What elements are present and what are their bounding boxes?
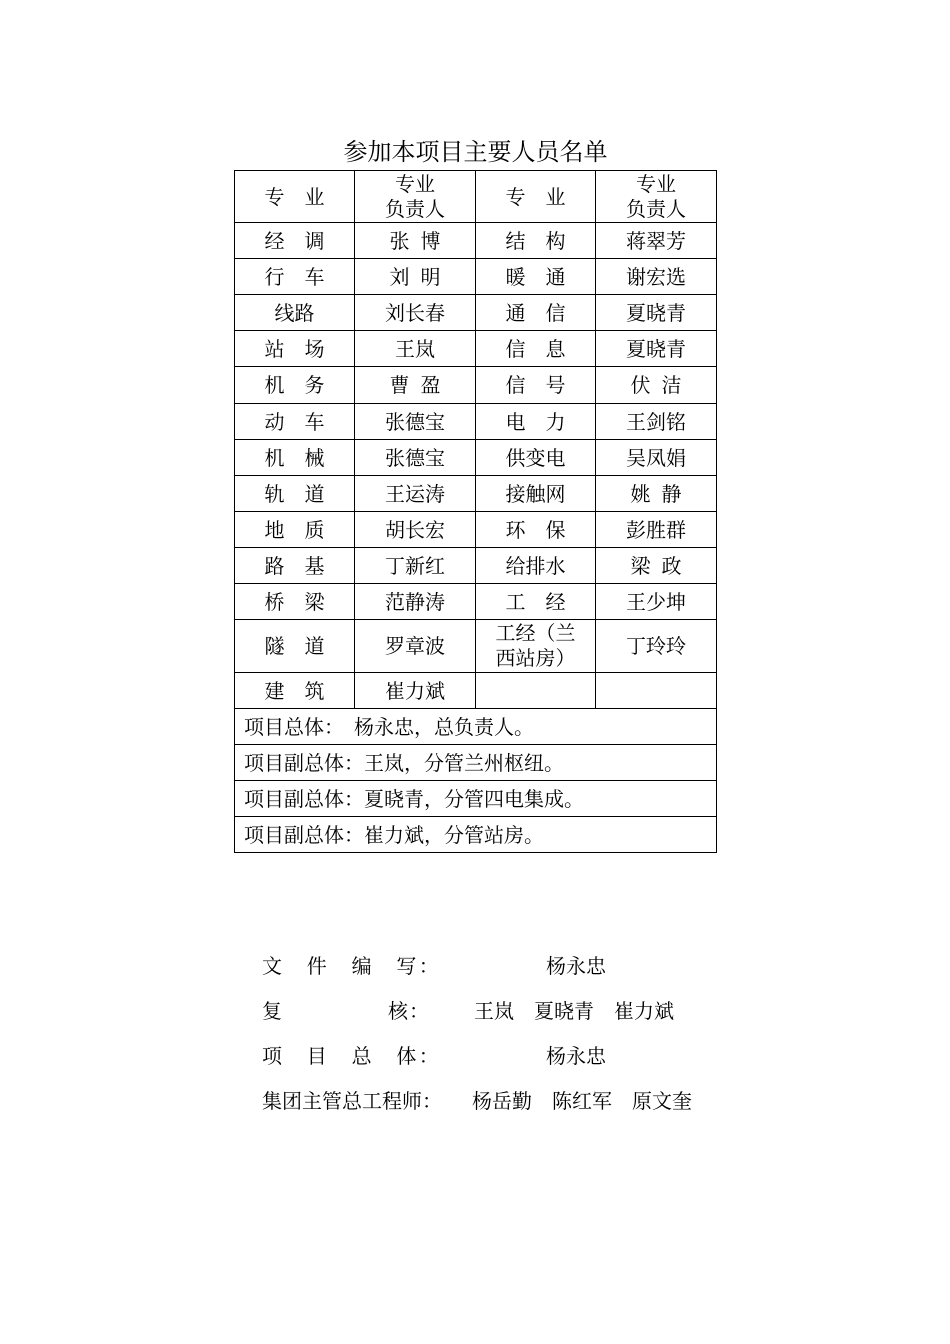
specialty-cell: 经调: [235, 223, 355, 259]
summary-text: 项目副总体：夏晓青，分管四电集成。: [235, 781, 717, 817]
lead-cell: 刘长春: [355, 295, 476, 331]
specialty-cell: 隧道: [235, 620, 355, 673]
specialty-cell: 结构: [476, 223, 596, 259]
lead-cell: 王岚: [355, 331, 476, 367]
summary-row: [235, 745, 717, 781]
specialty-cell: 路基: [235, 548, 355, 584]
lead-cell: 王剑铭: [596, 404, 717, 440]
table-row: [235, 440, 717, 476]
header-lead: 专业 负责人: [596, 171, 717, 223]
specialty-cell: 线路: [235, 295, 355, 331]
signature-label: 集团主管总工程师：: [262, 1089, 442, 1113]
specialty-cell: 电力: [476, 404, 596, 440]
table-header-row: [235, 171, 717, 223]
lead-cell: 胡长宏: [355, 512, 476, 548]
lead-cell: 刘明: [355, 259, 476, 295]
table-row: [235, 548, 717, 584]
specialty-cell: 地质: [235, 512, 355, 548]
table-row: [235, 404, 717, 440]
lead-cell: 崔力斌: [355, 673, 476, 709]
specialty-cell: 接触网: [476, 476, 596, 512]
specialty-cell: 给排水: [476, 548, 596, 584]
table-row: [235, 673, 717, 709]
summary-row: [235, 709, 717, 745]
specialty-cell: 供变电: [476, 440, 596, 476]
table-body: [235, 223, 717, 709]
lead-cell: 彭胜群: [596, 512, 717, 548]
specialty-cell: 暖通: [476, 259, 596, 295]
lead-cell: 范静涛: [355, 584, 476, 620]
signature-names: 杨永忠: [546, 1044, 606, 1068]
lead-cell: [596, 673, 717, 709]
lead-cell: 罗章波: [355, 620, 476, 673]
lead-cell: 姚静: [596, 476, 717, 512]
specialty-cell: 环保: [476, 512, 596, 548]
signature-names: 王岚 夏晓青 崔力斌: [474, 999, 674, 1023]
specialty-cell: 机务: [235, 367, 355, 404]
signature-label: 复 核：: [262, 999, 430, 1023]
page-title: 参加本项目主要人员名单: [343, 138, 608, 166]
specialty-cell: 行车: [235, 259, 355, 295]
specialty-cell: 通信: [476, 295, 596, 331]
specialty-cell: [476, 673, 596, 709]
specialty-cell: 动车: [235, 404, 355, 440]
specialty-cell: 工经: [476, 584, 596, 620]
table-row: [235, 476, 717, 512]
lead-cell: 王运涛: [355, 476, 476, 512]
personnel-table: [234, 170, 717, 853]
specialty-cell: 轨道: [235, 476, 355, 512]
lead-cell: 伏洁: [596, 367, 717, 404]
lead-cell: 蒋翠芳: [596, 223, 717, 259]
summary-row: [235, 781, 717, 817]
specialty-cell: 机械: [235, 440, 355, 476]
header-specialty: 专业: [235, 171, 355, 223]
lead-cell: 王少坤: [596, 584, 717, 620]
table-summary: [235, 709, 717, 853]
specialty-cell: 工经（兰西站房）: [476, 620, 596, 673]
table-row: [235, 367, 717, 404]
specialty-cell: 桥梁: [235, 584, 355, 620]
table-row: [235, 512, 717, 548]
lead-cell: 吴凤娟: [596, 440, 717, 476]
lead-cell: 张德宝: [355, 440, 476, 476]
specialty-cell: 建筑: [235, 673, 355, 709]
signature-names: 杨永忠: [546, 954, 606, 978]
lead-cell: 丁玲玲: [596, 620, 717, 673]
table-row: [235, 259, 717, 295]
header-specialty: 专业: [476, 171, 596, 223]
lead-cell: 丁新红: [355, 548, 476, 584]
specialty-cell: 信号: [476, 367, 596, 404]
summary-text: 项目副总体：崔力斌，分管站房。: [235, 817, 717, 853]
table-row: [235, 584, 717, 620]
summary-text: 项目总体： 杨永忠，总负责人。: [235, 709, 717, 745]
signature-names: 杨岳勤 陈红军 原文奎: [472, 1089, 692, 1113]
table-row: [235, 223, 717, 259]
lead-cell: 夏晓青: [596, 331, 717, 367]
signature-label: 项 目 总 体：: [262, 1044, 442, 1068]
table-row: [235, 331, 717, 367]
lead-cell: 谢宏选: [596, 259, 717, 295]
table-row: [235, 295, 717, 331]
summary-row: [235, 817, 717, 853]
signature-label: 文 件 编 写：: [262, 954, 442, 978]
specialty-cell: 信息: [476, 331, 596, 367]
lead-cell: 夏晓青: [596, 295, 717, 331]
specialty-cell: 站场: [235, 331, 355, 367]
lead-cell: 张博: [355, 223, 476, 259]
table-row: [235, 620, 717, 673]
lead-cell: 张德宝: [355, 404, 476, 440]
lead-cell: 曹盈: [355, 367, 476, 404]
summary-text: 项目副总体：王岚，分管兰州枢纽。: [235, 745, 717, 781]
lead-cell: 梁政: [596, 548, 717, 584]
header-lead: 专业 负责人: [355, 171, 476, 223]
